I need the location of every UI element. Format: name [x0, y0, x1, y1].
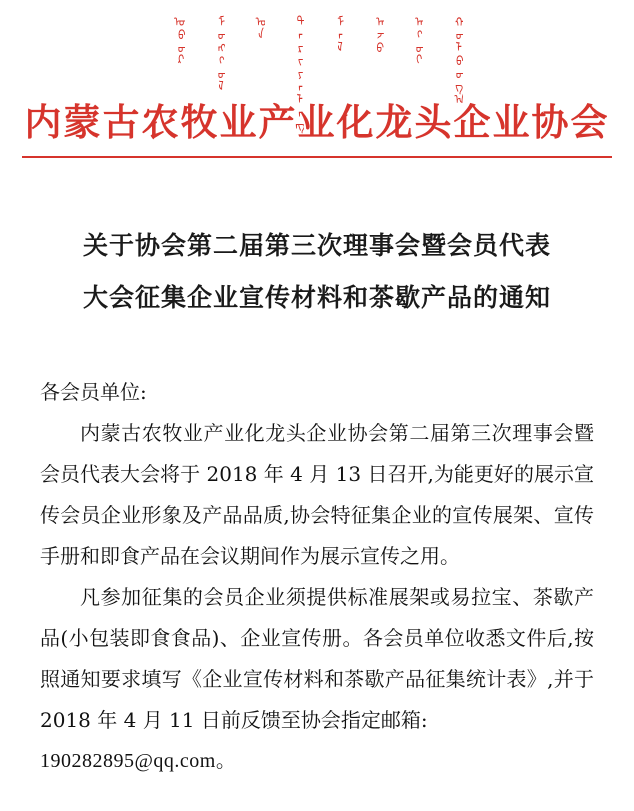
- salutation: 各会员单位:: [40, 380, 147, 404]
- mongolian-word: ᠤᠨ: [251, 14, 265, 40]
- document-title-line-2: 大会征集企业宣传材料和茶歇产品的通知: [82, 283, 551, 312]
- document-body: [0, 372, 634, 782]
- body-paragraph-1: 内蒙古农牧业产业化龙头企业协会第二届第三次理事会暨会员代表大会将于 2018 年 4 月 13 日召开,为能更好的展示宣传会员企业形象及产品品质,协会特征集企业的宣传展架、宣传手册和即食产品在会议期间作为展示宣传之用。: [40, 421, 594, 568]
- mongolian-word: ᠮᠣᠩᠭᠣᠯ: [211, 14, 225, 92]
- document-title: [0, 220, 634, 324]
- contact-email: 190282895@qq.com。: [40, 750, 237, 772]
- body-paragraph-2: 凡参加征集的会员企业须提供标准展架或易拉宝、茶歇产品(小包装即食食品)、企业宣传册。各会员单位收悉文件后,按照通知要求填写《企业宣传材料和茶歇产品征集统计表》,并于 2018 年 4 月 11 日前反馈至协会指定邮箱:: [40, 585, 594, 732]
- mongolian-word: ᠬᠣᠯᠪᠣᠭ᠎ᠠ: [449, 14, 463, 105]
- mongolian-word: ᠲᠠᠷᠢᠶᠠᠯᠠᠩ: [291, 14, 304, 131]
- mongolian-word: ᠥᠪᠥᠷ: [172, 14, 185, 66]
- organization-name: 内蒙古农牧业产业化龙头企业协会: [24, 100, 610, 144]
- letterhead: [0, 0, 634, 158]
- mongolian-word: ᠠᠵᠤ: [370, 14, 384, 53]
- letterhead-divider: [22, 156, 612, 158]
- mongolian-word: ᠮᠠᠯ: [330, 14, 344, 53]
- mongolian-word: ᠠᠬᠤᠢ: [409, 14, 423, 66]
- document-title-line-1: 关于协会第二届第三次理事会暨会员代表: [82, 231, 551, 260]
